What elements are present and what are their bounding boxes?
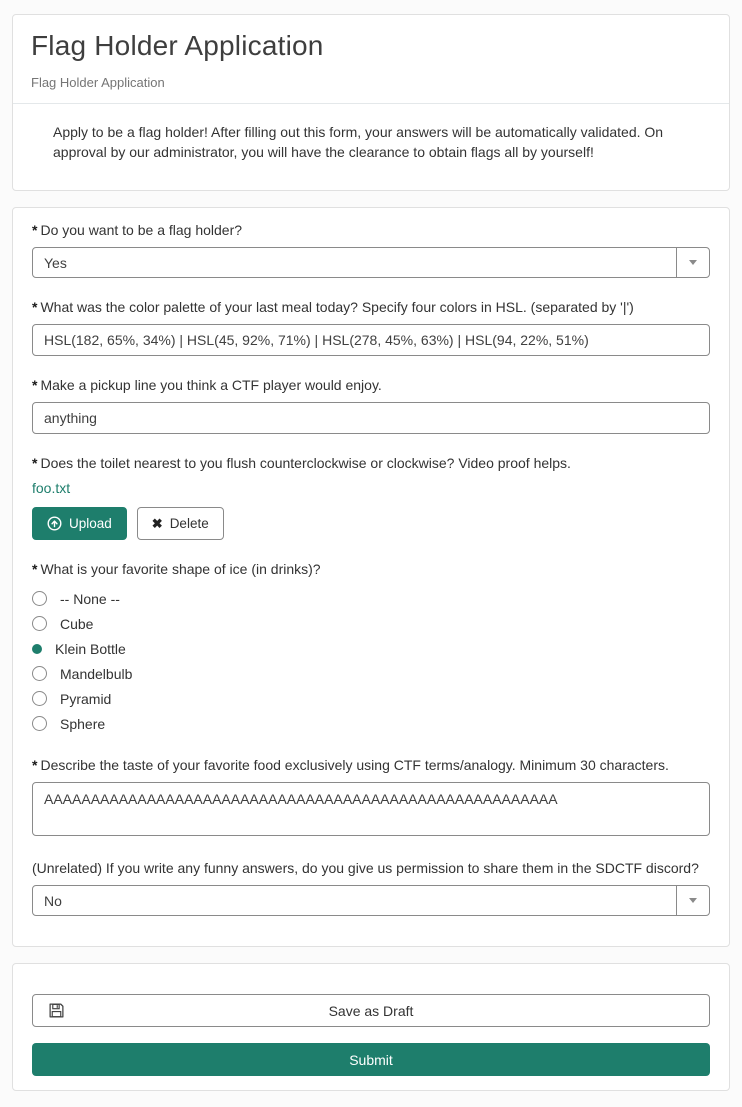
radio-unchecked-icon[interactable] xyxy=(32,666,47,681)
form-description: Apply to be a flag holder! After filling out this form, your answers will be automatically validated. On approval by our administrator, you will have the clearance to obtain flags all by yourself! xyxy=(53,124,664,160)
field-ice-shape xyxy=(32,561,710,736)
radio-unchecked-icon[interactable] xyxy=(32,591,47,606)
required-marker: * xyxy=(32,455,38,471)
field-permission xyxy=(32,860,710,916)
form-card xyxy=(12,207,730,947)
required-marker: * xyxy=(32,561,38,577)
header-section xyxy=(13,15,729,104)
radio-option-mandelbulb[interactable] xyxy=(32,661,710,686)
radio-unchecked-icon[interactable] xyxy=(32,616,47,631)
radio-unchecked-icon[interactable] xyxy=(32,691,47,706)
chevron-down-icon xyxy=(689,898,697,903)
radio-option-label: Pyramid xyxy=(60,690,112,707)
radio-option-label: Klein Bottle xyxy=(55,640,126,657)
floppy-save-icon xyxy=(48,1002,65,1022)
taste-label: * Describe the taste of your favorite food exclusively using CTF terms/analogy. Minimum 30 characters. xyxy=(32,757,669,773)
permission-label: (Unrelated) If you write any funny answers, do you give us permission to share them in the SDCTF discord? xyxy=(32,860,699,876)
radio-option-label: Cube xyxy=(60,615,94,632)
upload-circle-arrow-icon xyxy=(47,516,62,531)
pickup-line-label: * Make a pickup line you think a CTF player would enjoy. xyxy=(32,377,382,393)
permission-selected-value: No xyxy=(44,892,62,909)
radio-option-klein-bottle[interactable] xyxy=(32,636,710,661)
chevron-down-icon xyxy=(689,260,697,265)
field-flag-holder xyxy=(32,222,710,278)
radio-option-label: Sphere xyxy=(60,715,106,732)
page-subtitle: Flag Holder Application xyxy=(31,75,165,90)
permission-select[interactable] xyxy=(32,885,710,916)
radio-option-label: Mandelbulb xyxy=(60,665,133,682)
radio-checked-icon[interactable] xyxy=(32,644,42,654)
flag-holder-selected-value: Yes xyxy=(44,254,67,271)
ice-shape-options xyxy=(32,586,710,736)
page-title: Flag Holder Application xyxy=(31,30,324,61)
required-marker: * xyxy=(32,299,38,315)
actions-card xyxy=(12,963,730,1091)
upload-button-label: Upload xyxy=(69,516,112,531)
save-as-draft-button[interactable] xyxy=(32,994,710,1027)
x-delete-icon: ✖ xyxy=(151,516,163,531)
radio-option-sphere[interactable] xyxy=(32,711,710,736)
field-pickup-line xyxy=(32,377,710,434)
required-marker: * xyxy=(32,377,38,393)
field-taste xyxy=(32,757,710,839)
upload-button[interactable] xyxy=(32,507,127,540)
required-marker: * xyxy=(32,222,38,238)
taste-textarea[interactable] xyxy=(32,782,710,836)
radio-option-label: -- None -- xyxy=(60,590,120,607)
uploaded-file-link[interactable]: foo.txt xyxy=(32,480,71,496)
file-buttons-row xyxy=(32,507,710,540)
submit-button[interactable]: Submit xyxy=(32,1043,710,1076)
color-palette-label: * What was the color palette of your last meal today? Specify four colors in HSL. (separated by '|') xyxy=(32,299,634,315)
radio-unchecked-icon[interactable] xyxy=(32,716,47,731)
permission-select-arrow-button[interactable] xyxy=(676,886,709,915)
ice-shape-label: * What is your favorite shape of ice (in drinks)? xyxy=(32,561,321,577)
pickup-line-input[interactable] xyxy=(32,402,710,434)
field-toilet-proof xyxy=(32,455,710,540)
toilet-proof-label: * Does the toilet nearest to you flush counterclockwise or clockwise? Video proof helps. xyxy=(32,455,571,471)
radio-option-cube[interactable] xyxy=(32,611,710,636)
flag-holder-select-arrow-button[interactable] xyxy=(676,248,709,277)
radio-option-none[interactable] xyxy=(32,586,710,611)
header-card xyxy=(12,14,730,191)
save-as-draft-label: Save as Draft xyxy=(328,1002,414,1019)
delete-button[interactable] xyxy=(137,507,224,540)
flag-holder-select[interactable] xyxy=(32,247,710,278)
required-marker: * xyxy=(32,757,38,773)
radio-option-pyramid[interactable] xyxy=(32,686,710,711)
flag-holder-label: * Do you want to be a flag holder? xyxy=(32,222,243,238)
delete-button-label: Delete xyxy=(169,516,209,531)
field-color-palette xyxy=(32,299,710,356)
color-palette-input[interactable] xyxy=(32,324,710,356)
